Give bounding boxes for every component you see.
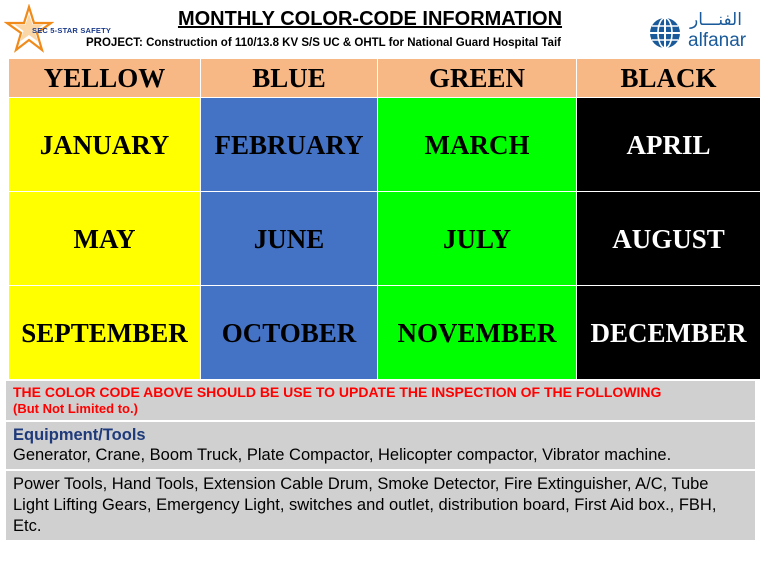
instruction-text: THE COLOR CODE ABOVE SHOULD BE USE TO UPDATE THE INSPECTION OF THE FOLLOWING bbox=[13, 384, 662, 400]
month-cell-august: AUGUST bbox=[577, 192, 761, 286]
column-header-green: GREEN bbox=[378, 59, 577, 98]
month-cell-october: OCTOBER bbox=[201, 286, 378, 380]
month-cell-june: JUNE bbox=[201, 192, 378, 286]
month-cell-december: DECEMBER bbox=[577, 286, 761, 380]
table-row bbox=[9, 192, 761, 286]
table-row bbox=[9, 286, 761, 380]
month-cell-november: NOVEMBER bbox=[378, 286, 577, 380]
instruction-block bbox=[6, 381, 755, 422]
month-cell-september: SEPTEMBER bbox=[9, 286, 201, 380]
month-cell-july: JULY bbox=[378, 192, 577, 286]
logo-arabic-text: الفنـــار bbox=[690, 10, 742, 30]
month-cell-may: MAY bbox=[9, 192, 201, 286]
column-header-yellow: YELLOW bbox=[9, 59, 201, 98]
color-code-table bbox=[8, 58, 761, 380]
month-cell-april: APRIL bbox=[577, 98, 761, 192]
equipment-block bbox=[6, 422, 755, 471]
tools-block bbox=[6, 471, 755, 542]
month-cell-february: FEBRUARY bbox=[201, 98, 378, 192]
equipment-list: Generator, Crane, Boom Truck, Plate Compactor, Helicopter compactor, Vibrator machine. bbox=[13, 446, 672, 464]
column-header-black: BLACK bbox=[577, 59, 761, 98]
alfanar-logo bbox=[648, 10, 760, 54]
page-title: MONTHLY COLOR-CODE INFORMATION bbox=[177, 8, 563, 30]
month-cell-march: MARCH bbox=[378, 98, 577, 192]
tools-list: Power Tools, Hand Tools, Extension Cable Drum, Smoke Detector, Fire Extinguisher, A/C, Tube Light Lifting Gears, Emergency Light, switches and outlet, distribution board, First Aid box., FBH, Etc. bbox=[13, 475, 717, 535]
logo-latin-text: alfanar bbox=[688, 30, 747, 51]
project-line: PROJECT: Construction of 110/13.8 KV S/S UC & OHTL for National Guard Hospital Taif bbox=[86, 37, 561, 49]
instruction-subtext: (But Not Limited to.) bbox=[13, 401, 138, 416]
globe-logo-icon bbox=[648, 16, 682, 50]
column-header-blue: BLUE bbox=[201, 59, 378, 98]
table-row bbox=[9, 98, 761, 192]
equipment-heading: Equipment/Tools bbox=[13, 426, 146, 444]
month-cell-january: JANUARY bbox=[9, 98, 201, 192]
left-logo-text: SEC 5-STAR SAFETY bbox=[32, 26, 112, 35]
inspection-notes bbox=[6, 381, 755, 542]
table-header-row bbox=[9, 59, 761, 98]
